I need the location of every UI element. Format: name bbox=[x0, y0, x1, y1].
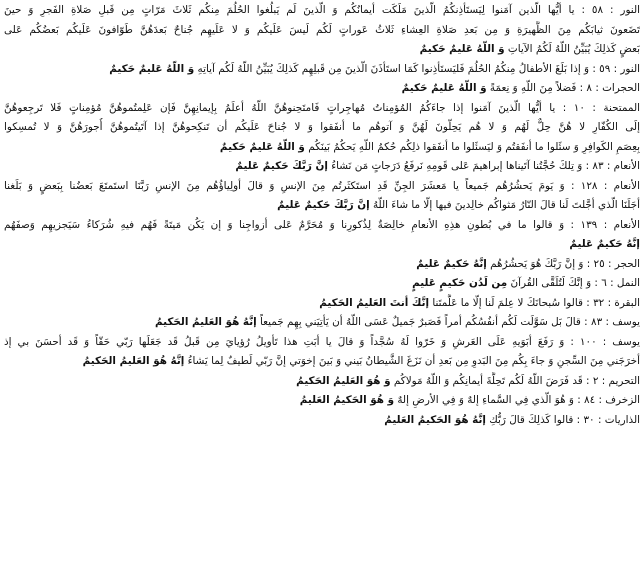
verse-closing-phrase: إنَّهُ حَكيمٌ عَليمٌ bbox=[416, 257, 487, 270]
verse-text: أجَلَنَا الّذي أجَّلتَ لَنا قالَ النّارُ مَثواكُم خالِدينَ فيها إلّا ما شاءَ اللّهُ bbox=[369, 199, 640, 211]
verse-line-zukhruf-84 bbox=[4, 391, 640, 411]
verse-line-naml-6 bbox=[4, 274, 640, 294]
verse-text: البقرة : ٣٢ : قالوا سُبحانَكَ لا عِلمَ لَنا إلّا ما عَلَّمتَنا bbox=[429, 296, 640, 309]
verse-line-anam-128-a bbox=[4, 177, 640, 197]
verse-line-hijr-25 bbox=[4, 255, 640, 275]
verse-line-dhariyat-30 bbox=[4, 411, 640, 431]
verse-line-nur-59 bbox=[4, 60, 640, 80]
verse-text: النمل : ٦ : وَ إنَّكَ لَتُلَقَّى القُرآنَ bbox=[507, 277, 640, 289]
verse-line-anam-128-b bbox=[4, 196, 640, 216]
verse-line-nur-58-b bbox=[4, 21, 640, 41]
verse-line-yusuf-100-a bbox=[4, 333, 640, 353]
verse-text: التحريم : ٢ : قَد فَرَضَ اللّهُ لَكُم تَحِلَّةَ أيمانِكُم وَ اللّهُ مَولاكُم bbox=[390, 374, 640, 387]
verse-line-mumtahina-10-b bbox=[4, 118, 640, 138]
verse-line-anam-139-a bbox=[4, 216, 640, 236]
verse-closing-phrase: إنَّهُ هُوَ العَليمُ الحَكيمُ bbox=[82, 355, 185, 367]
verse-line-anam-139-b bbox=[4, 235, 640, 255]
verse-closing-phrase: مِن لَدُن حَكيمٍ عَليمٍ bbox=[412, 277, 508, 289]
verse-text: أخرَجَني مِنَ السِّجنِ وَ جاءَ بِكُم مِنَ البَدوِ مِن بَعدِ أن نَزَغَ الشَّيطانُ بَيني وَ بَينَ إخوَتي إنَّ رَبّي لَطيفٌ لِما يَشاءُ bbox=[184, 355, 640, 367]
verse-closing-phrase: إنَّكَ أنتَ العَليمُ الحَكيمُ bbox=[319, 296, 430, 309]
verse-text: الأنعام : ١٢٨ : وَ يَومَ يَحشُرُهُم جَميعاً يا مَعشَرَ الجِنِّ قَدِ استَكثَرتُم مِنَ الإنسِ وَ قالَ أولِياؤُهُم مِنَ الإنسِ رَبَّنَا استَمتَعَ بَعضُنا بِبَعضٍ وَ بَلَغنا bbox=[4, 179, 640, 192]
verse-text: بَعضٍ كَذلِكَ يُبَيِّنُ اللّهُ لَكُمُ الآياتِ bbox=[504, 43, 640, 55]
verse-line-yusuf-83 bbox=[4, 313, 640, 333]
verse-text: بِعِصَمِ الكَوافِرِ وَ سئَلوا ما أنفَقتُم وَ ليَسئَلوا ما أنفَقوا ذلِكُم حُكمُ اللّهِ يَحكُمُ بَينَكُم bbox=[304, 140, 640, 153]
verse-line-hujurat-8 bbox=[4, 79, 640, 99]
verse-line-mumtahina-10-a bbox=[4, 99, 640, 119]
verse-closing-phrase: وَ هُوَ الحَكيمُ العَليمُ bbox=[299, 394, 395, 406]
verse-text: الحجر : ٢٥ : وَ إنَّ رَبَّكَ هُوَ يَحشُرُهُم bbox=[486, 257, 640, 270]
verse-line-yusuf-100-b bbox=[4, 352, 640, 372]
verse-text: الممتحنة : ١٠ : يا أيُّها الّذينَ آمَنوا إذا جاءَكُمُ المُؤمِناتُ مُهاجِراتٍ فَامتَحِنوهُنَّ اللّهُ أعلَمُ بِإيمانِهِنَّ فَإن عَلِمتُموهُنَّ مُؤمِناتٍ فَلا تَرجِعوهُنَّ bbox=[4, 101, 640, 114]
verse-text: الأنعام : ٨٣ : وَ تِلكَ حُجَّتُنا آتَيناها إبراهيمَ عَلى قَومِهِ نَرفَعُ دَرَجاتٍ مَن نَشاءُ bbox=[327, 160, 640, 172]
verse-text: النور : ٥٨ : يا أيُّها الّذين آمَنوا لِيَستَأذِنكُمُ الّذينَ مَلَكَت أيمانُكُم وَ الّذينَ لَم يَبلُغوا الحُلُمَ مِنكُم ثَلاثَ مَرّاتٍ مِن قَبلِ صَلاةِ الفَجرِ وَ حينَ bbox=[4, 4, 640, 16]
verse-line-tahrim-2 bbox=[4, 372, 640, 392]
verse-line-nur-58-c bbox=[4, 40, 640, 60]
verse-text: إلَى الكُفّارِ لا هُنَّ حِلٌّ لَهُم وَ لا هُم يَحِلّونَ لَهُنَّ وَ آتوهُم ما أنفَقوا وَ لا جُناحَ عَلَيكُم أن تَنكِحوهُنَّ إذا آتَيتُموهُنَّ أُجورَهُنَّ وَ لا تُمسِكوا bbox=[4, 121, 640, 133]
verse-text: الحجرات : ٨ : فَضلاً مِنَ اللّهِ وَ نِعمَةً bbox=[486, 82, 640, 94]
verse-closing-phrase: وَ اللّهُ عَليمٌ حَكيمٌ bbox=[401, 82, 487, 94]
verse-text: النور : ٥٩ : وَ إذا بَلَغَ الأطفالُ مِنكُمُ الحُلُمَ فَليَستَأذِنوا كَمَا استَأذَنَ الّذينَ مِن قَبلِهِم كَذلِكَ يُبَيِّنُ اللّهُ لَكُم آياتِهِ bbox=[194, 62, 640, 75]
verse-closing-phrase: إنَّهُ هُوَ العَليمُ الحَكيمُ bbox=[155, 316, 257, 328]
verse-text: الذاريات : ٣٠ : قالوا كَذلِكَ قالَ رَبُّكِ bbox=[485, 413, 640, 426]
verse-text: الأنعام : ١٣٩ : وَ قالوا ما في بُطونِ هذِهِ الأنعامِ خالِصَةٌ لِذُكورِنا وَ مُحَرَّمٌ عَلى أزواجِنا وَ إن يَكُن مَيتَةً فَهُم فيهِ شُرَكاءُ سَيَجزيهِم وَصفَهُم bbox=[4, 218, 640, 231]
verse-text: تَضَعونَ ثيابَكُم مِنَ الظَّهيرَةِ وَ مِن بَعدِ صَلاةِ العِشاءِ ثَلاثُ عَوراتٍ لَكُم لَيسَ عَلَيكُم وَ لا عَلَيهِم جُناحٌ بَعدَهُنَّ طَوّافونَ عَلَيكُم بَعضُكُم عَلى bbox=[4, 23, 640, 36]
verse-line-nur-58-a bbox=[4, 1, 640, 21]
verse-closing-phrase: إنَّهُ هُوَ الحَكيمُ العَليمُ bbox=[384, 413, 486, 426]
verse-closing-phrase: وَ اللّهُ عَليمٌ حَكيمٌ bbox=[419, 43, 505, 55]
verse-text: الزخرف : ٨٤ : وَ هُوَ الّذي فِي السَّماءِ إلهٌ وَ فِي الأرضِ إلهٌ bbox=[394, 394, 640, 406]
verse-line-mumtahina-10-c bbox=[4, 138, 640, 158]
verse-line-anam-83 bbox=[4, 157, 640, 177]
verse-closing-phrase: إنَّهُ حَكيمٌ عَليمٌ bbox=[569, 238, 640, 250]
verse-closing-phrase: إنَّ رَبَّكَ حَكيمٌ عَليمٌ bbox=[235, 160, 328, 172]
verse-text: يوسف : ١٠٠ : وَ رَفَعَ أبَوَيهِ عَلَى العَرشِ وَ خَرّوا لَهُ سُجَّداً وَ قالَ يا أبَتِ هذا تَأويلُ رُؤيايَ مِن قَبلُ قَد جَعَلَها رَبّي حَقّاً وَ قَد أحسَنَ بي إذ bbox=[4, 335, 640, 348]
verse-line-baqara-32 bbox=[4, 294, 640, 314]
verse-closing-phrase: إنَّ رَبَّكَ حَكيمٌ عَليمٌ bbox=[277, 199, 370, 211]
verse-closing-phrase: وَ اللّهُ عَليمٌ حَكيمٌ bbox=[109, 62, 195, 75]
verse-text: يوسف : ٨٣ : قالَ بَل سَوَّلَت لَكُم أنفُسُكُم أمراً فَصَبرٌ جَميلٌ عَسَى اللّهُ أن يَأتِيَني بِهِم جَميعاً bbox=[256, 316, 640, 328]
verse-closing-phrase: وَ هُوَ العَليمُ الحَكيمُ bbox=[296, 374, 391, 387]
verse-closing-phrase: وَ اللّهُ عَليمٌ حَكيمٌ bbox=[219, 140, 305, 153]
